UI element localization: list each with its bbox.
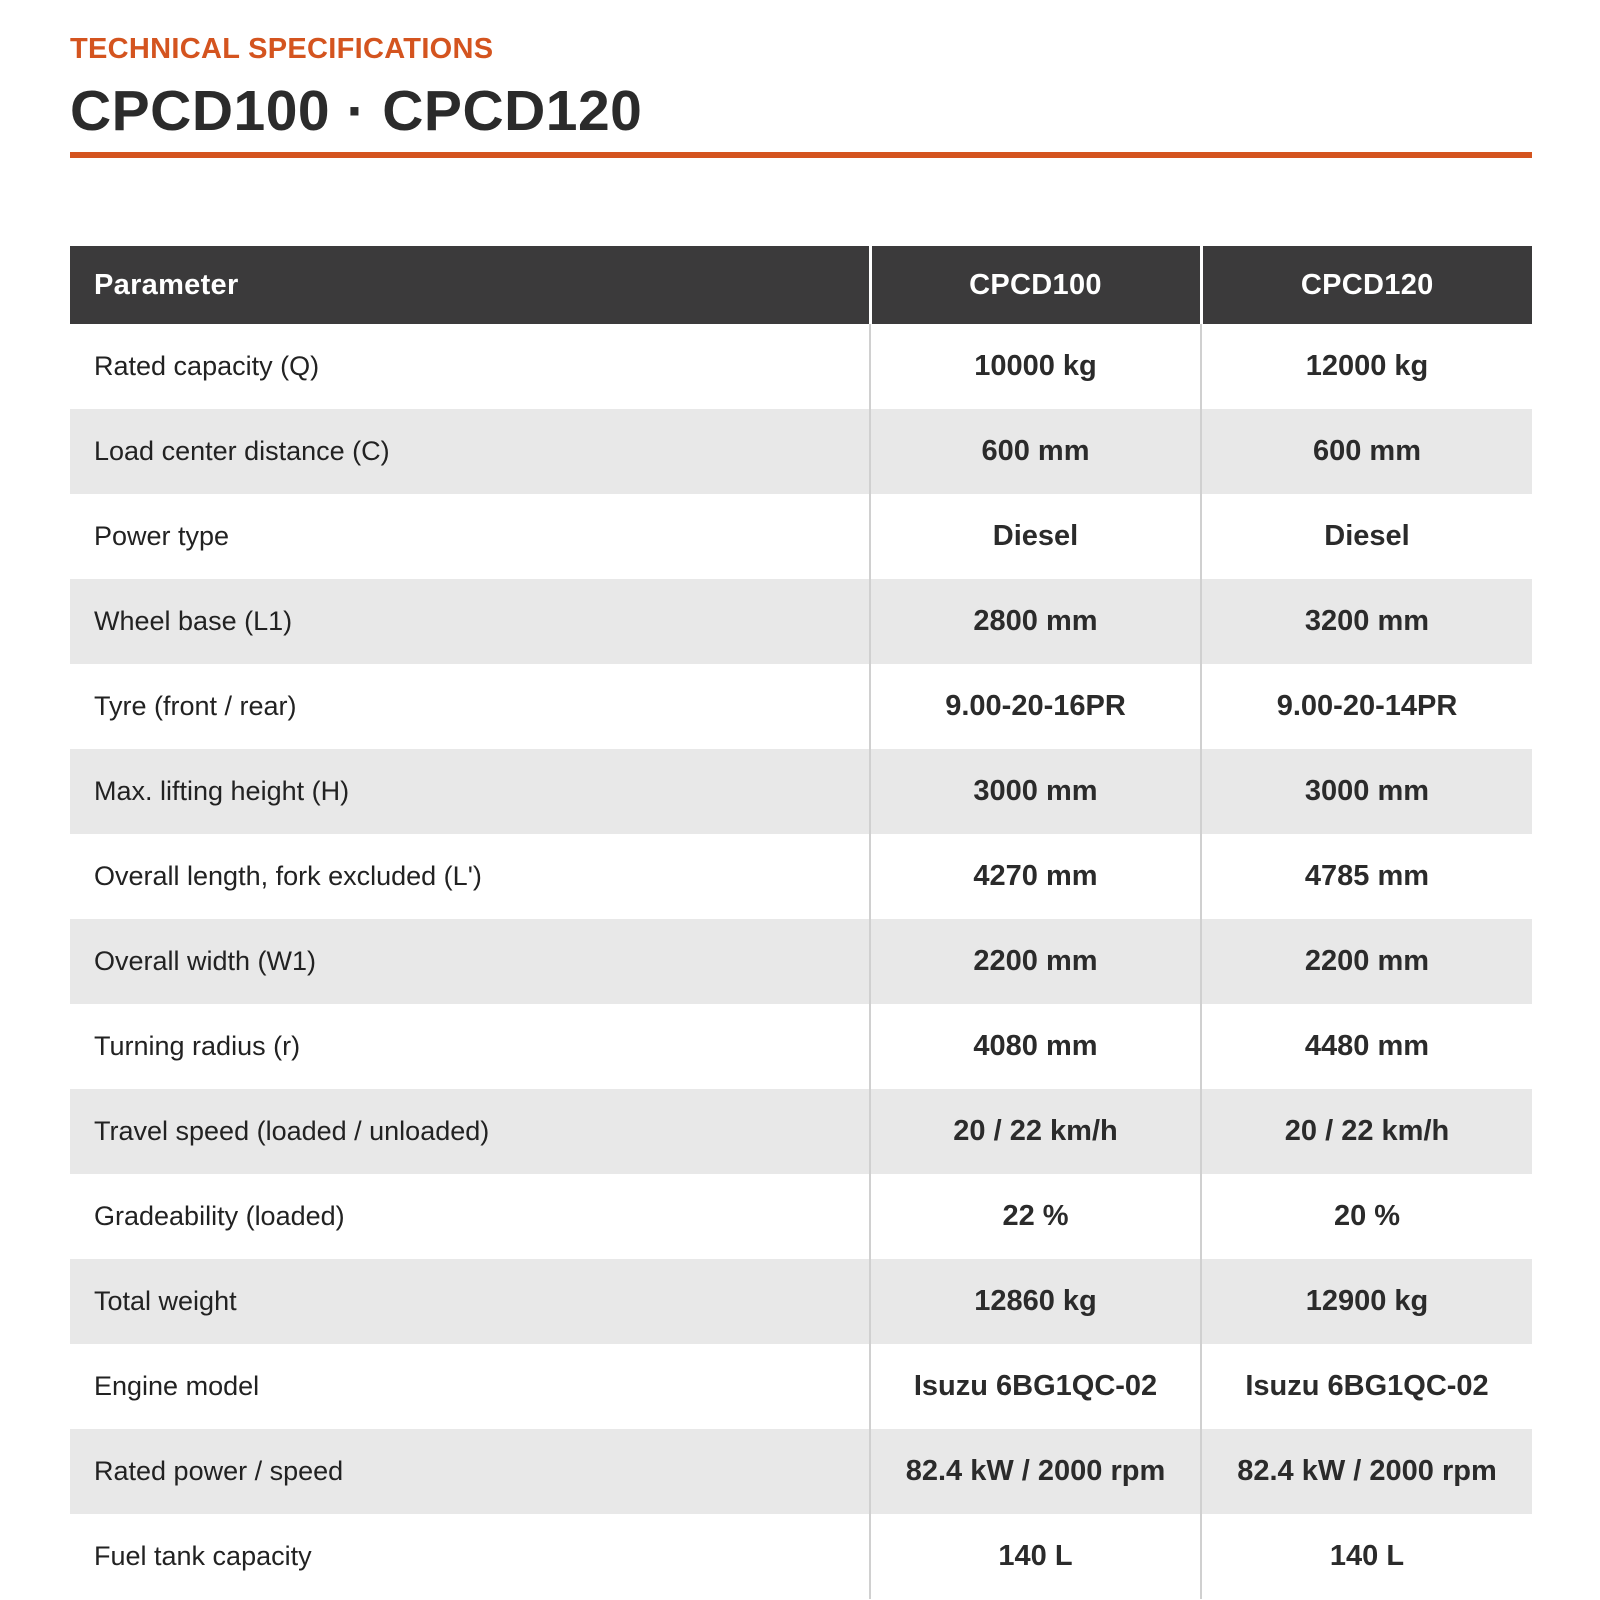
cpcd120-value-cell: 4480 mm <box>1201 1004 1532 1089</box>
parameter-cell: Travel speed (loaded / unloaded) <box>94 1116 490 1146</box>
cpcd120-value-cell: 9.00-20-14PR <box>1201 664 1532 749</box>
cpcd100-value-cell: 4080 mm <box>870 1004 1201 1089</box>
cpcd120-value-cell: 12900 kg <box>1201 1259 1532 1344</box>
column-header-cpcd100: CPCD100 <box>870 246 1201 324</box>
cpcd100-value-cell: 600 mm <box>870 409 1201 494</box>
table-row <box>70 1514 1532 1599</box>
table-row <box>70 749 1532 834</box>
parameter-cell: Rated power / speed <box>94 1456 344 1486</box>
cpcd120-value-cell: 140 L <box>1201 1514 1532 1599</box>
cpcd100-value-cell: 2200 mm <box>870 919 1201 1004</box>
cpcd120-value-cell: 20 / 22 km/h <box>1201 1089 1532 1174</box>
table-row <box>70 324 1532 409</box>
cpcd120-value-cell: Isuzu 6BG1QC-02 <box>1201 1344 1532 1429</box>
table-row <box>70 1259 1532 1344</box>
cpcd120-value-cell: 3200 mm <box>1201 579 1532 664</box>
cpcd100-value-cell: 20 / 22 km/h <box>870 1089 1201 1174</box>
cpcd100-value-cell: 82.4 kW / 2000 rpm <box>870 1429 1201 1514</box>
table-row <box>70 834 1532 919</box>
cpcd100-value-cell: 22 % <box>870 1174 1201 1259</box>
table-row <box>70 494 1532 579</box>
cpcd100-value-cell: 2800 mm <box>870 579 1201 664</box>
cpcd100-value-cell: 9.00-20-16PR <box>870 664 1201 749</box>
parameter-cell: Max. lifting height (H) <box>94 776 350 806</box>
parameter-cell: Overall length, fork excluded (L') <box>94 861 482 891</box>
table-row <box>70 1429 1532 1514</box>
cpcd120-value-cell: 4785 mm <box>1201 834 1532 919</box>
section-kicker: TECHNICAL SPECIFICATIONS <box>70 33 494 65</box>
parameter-cell: Total weight <box>94 1286 237 1316</box>
parameter-cell: Overall width (W1) <box>94 946 317 976</box>
table-row <box>70 1174 1532 1259</box>
cpcd120-value-cell: 3000 mm <box>1201 749 1532 834</box>
cpcd100-value-cell: 140 L <box>870 1514 1201 1599</box>
table-body <box>70 324 1532 1599</box>
cpcd100-value-cell: Isuzu 6BG1QC-02 <box>870 1344 1201 1429</box>
cpcd120-value-cell: Diesel <box>1201 494 1532 579</box>
parameter-cell: Fuel tank capacity <box>94 1541 312 1571</box>
page-title: CPCD100 · CPCD120 <box>70 79 643 143</box>
accent-divider <box>70 152 1532 158</box>
parameter-cell: Gradeability (loaded) <box>94 1201 345 1231</box>
cpcd120-value-cell: 600 mm <box>1201 409 1532 494</box>
table-header-row <box>70 246 1532 324</box>
cpcd100-value-cell: Diesel <box>870 494 1201 579</box>
cpcd120-value-cell: 82.4 kW / 2000 rpm <box>1201 1429 1532 1514</box>
parameter-cell: Engine model <box>94 1371 260 1401</box>
cpcd100-value-cell: 3000 mm <box>870 749 1201 834</box>
table-row <box>70 409 1532 494</box>
parameter-cell: Wheel base (L1) <box>94 606 293 636</box>
cpcd120-value-cell: 2200 mm <box>1201 919 1532 1004</box>
spec-table <box>70 246 1532 1599</box>
table-row <box>70 1089 1532 1174</box>
column-header-parameter: Parameter <box>70 246 870 324</box>
column-header-cpcd120: CPCD120 <box>1201 246 1532 324</box>
cpcd100-value-cell: 10000 kg <box>870 324 1201 409</box>
parameter-cell: Power type <box>94 521 230 551</box>
table-row <box>70 1344 1532 1429</box>
table-row <box>70 579 1532 664</box>
parameter-cell: Tyre (front / rear) <box>94 691 297 721</box>
table-row <box>70 1004 1532 1089</box>
cpcd100-value-cell: 4270 mm <box>870 834 1201 919</box>
cpcd120-value-cell: 12000 kg <box>1201 324 1532 409</box>
cpcd100-value-cell: 12860 kg <box>870 1259 1201 1344</box>
parameter-cell: Load center distance (C) <box>94 436 390 466</box>
cpcd120-value-cell: 20 % <box>1201 1174 1532 1259</box>
parameter-cell: Turning radius (r) <box>94 1031 301 1061</box>
spec-header <box>70 30 1532 144</box>
table-row <box>70 919 1532 1004</box>
table-row <box>70 664 1532 749</box>
parameter-cell: Rated capacity (Q) <box>94 351 320 381</box>
